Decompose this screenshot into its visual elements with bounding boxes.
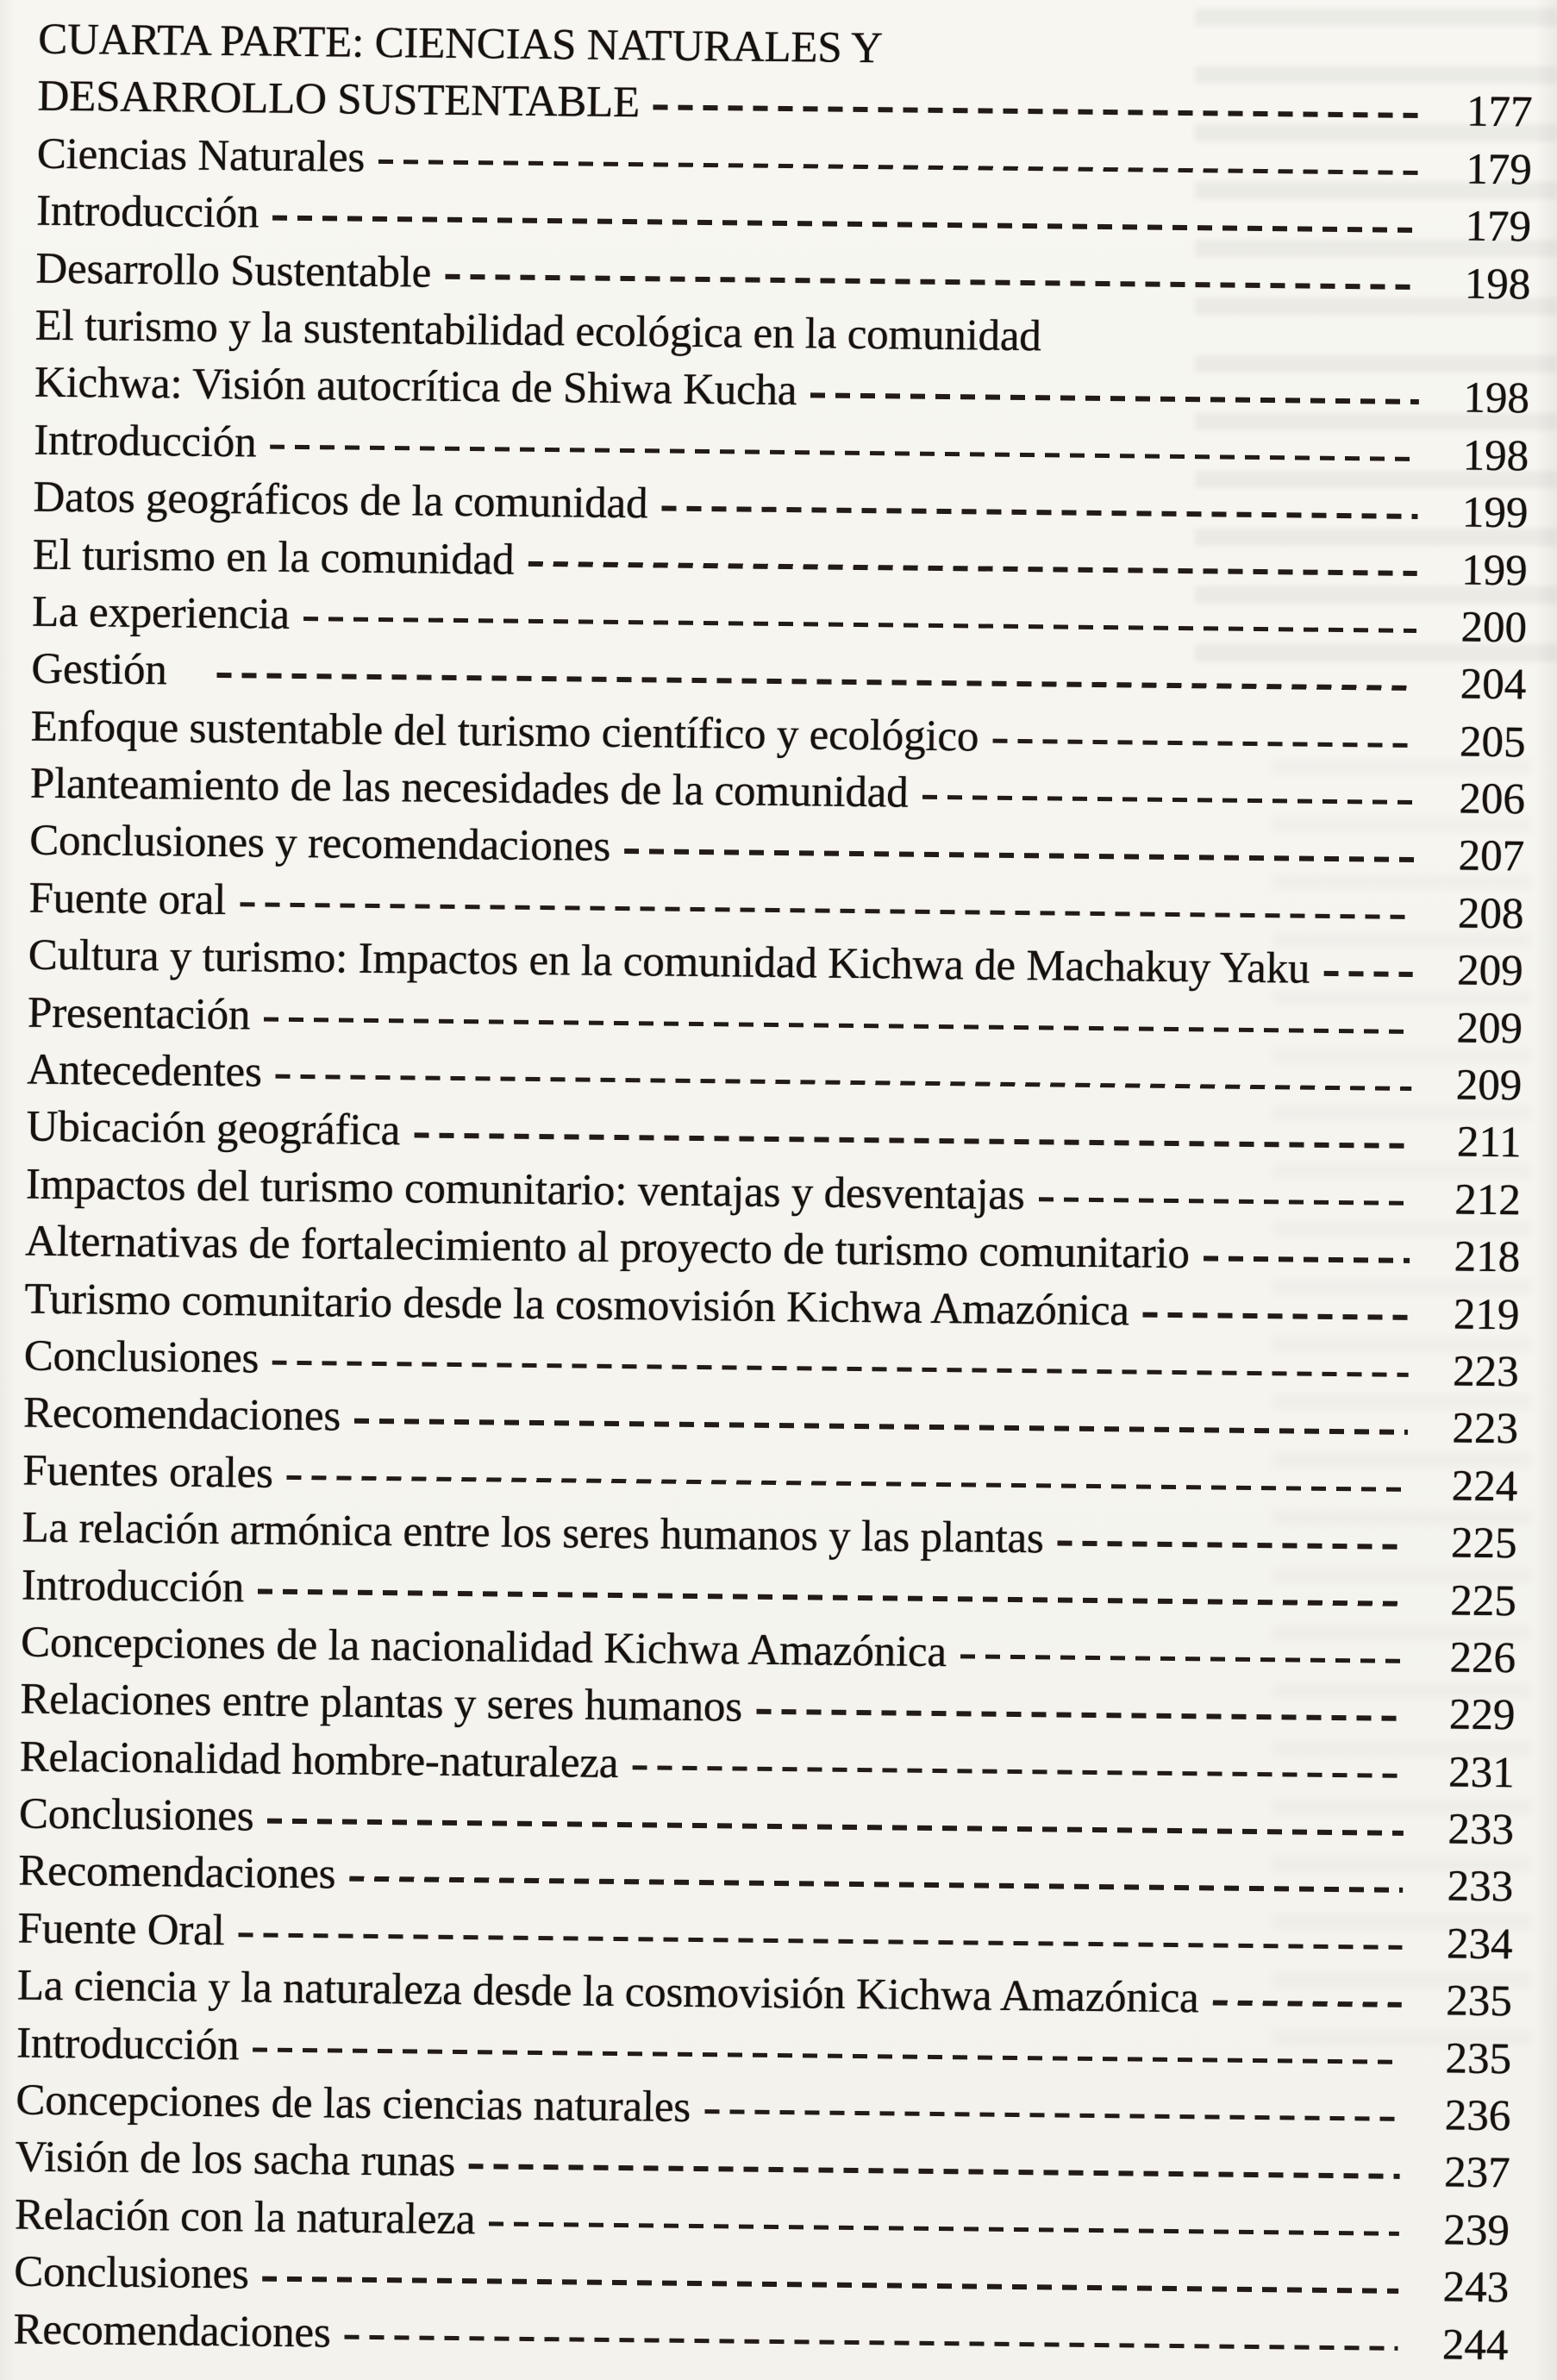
page-number: 209 [1456, 946, 1524, 996]
page-number: 208 [1457, 889, 1524, 939]
dot-leader [632, 1765, 1404, 1778]
dot-leader [1212, 2001, 1401, 2007]
dot-leader [272, 216, 1421, 233]
toc-entry-label: Datos geográficos de la comunidad [33, 473, 648, 529]
toc-entry-label: Impactos del turismo comunitario: ventajas y desventajas [25, 1160, 1025, 1219]
page-number: 225 [1450, 1519, 1517, 1569]
toc-entry-label: Planteamiento de las necesidades de la comunidad [29, 759, 909, 817]
page-number: 223 [1452, 1404, 1519, 1454]
page-number: 233 [1448, 1805, 1515, 1855]
dot-leader [1204, 1256, 1410, 1262]
page-number: 177 [1466, 87, 1533, 137]
dot-leader [414, 1133, 1410, 1149]
dot-leader [704, 2109, 1400, 2121]
dot-leader [253, 2047, 1401, 2064]
page-number: 209 [1455, 1061, 1523, 1111]
toc-entry-label: Fuente oral [28, 874, 227, 924]
toc-entry-label: La experiencia [31, 587, 291, 639]
page-number: 236 [1444, 2091, 1511, 2141]
toc-entry-label: Introducción [33, 416, 257, 467]
toc-entry-label: Introducción [35, 186, 260, 238]
dot-leader [489, 2221, 1399, 2236]
dot-leader [528, 561, 1416, 576]
page-number: 205 [1459, 717, 1526, 767]
page-number: 223 [1452, 1347, 1519, 1397]
toc-entry-label: Presentación [27, 988, 251, 1039]
page-number: 218 [1454, 1232, 1521, 1282]
dot-leader [303, 617, 1416, 633]
dot-leader [661, 506, 1417, 519]
toc-entry-label: Fuente Oral [17, 1904, 225, 1955]
toc-entry-label: Conclusiones [18, 1789, 254, 1841]
toc-entry-label: Ubicación geográfica [26, 1102, 401, 1156]
page-number: 207 [1458, 831, 1525, 881]
toc-entry-label: Relacionalidad hombre-naturaleza [19, 1732, 619, 1788]
dot-leader [756, 1709, 1405, 1721]
toc-entry-label: Concepciones de las ciencias naturales [16, 2076, 691, 2133]
page-number: 179 [1465, 145, 1533, 195]
page-number: 226 [1449, 1633, 1516, 1683]
page-number: 209 [1456, 1004, 1523, 1053]
dot-leader [653, 105, 1423, 118]
toc-entry-label: Conclusiones [23, 1331, 260, 1383]
toc-entry-label: Recomendaciones [18, 1846, 336, 1899]
dot-leader [272, 1361, 1409, 1378]
toc-entry-label: Turismo comunitario desde la cosmovisión Kichwa Amazónica [24, 1275, 1130, 1335]
toc-entry-label: Concepciones de la nacionalidad Kichwa Amazónica [20, 1618, 947, 1677]
dot-leader [258, 1589, 1406, 1606]
toc-entry-label: Relaciones entre plantas y seres humanos [20, 1675, 743, 1732]
toc-entry-label: Enfoque sustentable del turismo científico y ecológico [30, 702, 979, 761]
dot-leader [992, 738, 1415, 748]
dot-leader [1058, 1541, 1407, 1550]
toc-entry-label: Antecedentes [27, 1045, 262, 1097]
toc-entry-label: Desarrollo Sustentable [35, 244, 432, 298]
dot-leader [267, 1819, 1404, 1836]
page-number: 199 [1460, 546, 1529, 595]
page-number: 244 [1441, 2320, 1509, 2370]
toc-entry-label: Kichwa: Visión autocrítica de Shiwa Kucha [34, 358, 797, 416]
page-number: 204 [1460, 660, 1527, 710]
dot-leader [1323, 971, 1413, 977]
toc-entry-label: Conclusiones [13, 2247, 250, 2299]
dot-leader [960, 1654, 1405, 1663]
page-number: 198 [1464, 260, 1531, 309]
toc-entry-label: Cultura y turismo: Impactos en la comunidad Kichwa de Machakuy Yaku [28, 930, 1310, 993]
page-number: 237 [1443, 2148, 1510, 2198]
page-number: 198 [1462, 431, 1529, 481]
dot-leader [264, 1017, 1412, 1034]
dot-leader [217, 673, 1416, 691]
page-number: 225 [1450, 1575, 1517, 1625]
page-number: 239 [1443, 2206, 1510, 2256]
page-number: 235 [1445, 2034, 1512, 2083]
page-number: 179 [1465, 202, 1532, 252]
page-number: 234 [1446, 1920, 1513, 1970]
dot-leader [624, 849, 1414, 861]
page-number: 224 [1451, 1462, 1518, 1512]
toc-entry-label: Fuentes orales [22, 1446, 274, 1498]
page-number: 231 [1448, 1748, 1515, 1797]
dot-leader [344, 2334, 1398, 2351]
dot-leader [349, 1876, 1403, 1893]
page-number: 200 [1460, 603, 1528, 653]
toc-entry-label: DESARROLLO SUSTENTABLE [37, 72, 641, 128]
toc-entry-label: Introducción [16, 2019, 240, 2070]
page-number: 211 [1456, 1118, 1522, 1168]
dot-leader [1038, 1197, 1410, 1206]
page-number: 219 [1453, 1290, 1520, 1339]
toc-entry-label: Recomendaciones [13, 2305, 331, 2358]
toc-entry-label: Conclusiones y recomendaciones [28, 817, 611, 872]
toc-entry-label: Introducción [21, 1561, 245, 1612]
dot-leader [1143, 1312, 1410, 1320]
dot-leader [445, 274, 1420, 290]
dot-leader [263, 2277, 1399, 2294]
dot-leader [276, 1074, 1412, 1092]
dot-leader [270, 444, 1418, 461]
page-number: 212 [1454, 1175, 1522, 1225]
page-number: 229 [1448, 1690, 1516, 1740]
page-number: 199 [1461, 488, 1529, 538]
toc-entry-label: Relación con la naturaleza [14, 2190, 476, 2245]
toc-entry-label: Recomendaciones [22, 1388, 341, 1441]
page-number: 198 [1463, 373, 1530, 423]
toc-entry-label: Alternativas de fortalecimiento al proyecto de turismo comunitario [24, 1217, 1191, 1279]
dot-leader [378, 160, 1422, 176]
toc-entry-label: El turismo en la comunidad [32, 530, 515, 585]
dot-leader [238, 1932, 1402, 1950]
page-number: 233 [1447, 1862, 1514, 1912]
dot-leader [810, 393, 1419, 404]
page-number: 235 [1445, 1976, 1513, 2026]
dot-leader [469, 2164, 1400, 2179]
page-number: 243 [1442, 2263, 1510, 2313]
toc-entry-label: Gestión [31, 644, 167, 695]
dot-leader [240, 902, 1413, 919]
toc-entry-label: El turismo y la sustentabilidad ecológica en la comunidad [34, 301, 1041, 361]
toc-entry-label: La relación armónica entre los seres humanos y las plantas [22, 1503, 1044, 1563]
toc-entry-label: CUARTA PARTE: CIENCIAS NATURALES Y [37, 15, 884, 73]
toc-entry-label: Visión de los sacha runas [15, 2133, 456, 2187]
page-number: 206 [1459, 774, 1526, 824]
dot-leader [287, 1475, 1408, 1493]
toc-entry-label: Ciencias Naturales [36, 129, 366, 182]
dot-leader [354, 1419, 1408, 1435]
dot-leader [922, 795, 1414, 805]
toc-entry-label: La ciencia y la naturaleza desde la cosmovisión Kichwa Amazónica [16, 1961, 1199, 2023]
